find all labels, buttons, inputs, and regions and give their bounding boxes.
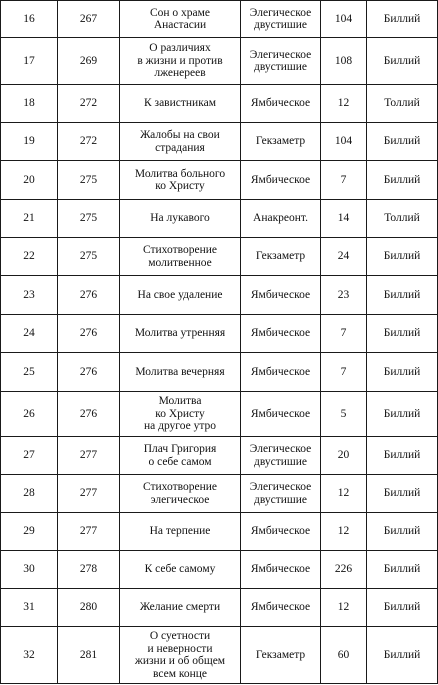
translator-cell: Биллий bbox=[367, 353, 438, 392]
meter-cell: Ямбическое bbox=[241, 589, 321, 627]
page-number-cell: 277 bbox=[58, 437, 120, 475]
row-number-cell: 25 bbox=[1, 353, 58, 392]
line-count-cell: 12 bbox=[321, 85, 367, 123]
page-number-cell: 276 bbox=[58, 353, 120, 392]
row-number-cell: 23 bbox=[1, 276, 58, 315]
poem-title-cell: К себе самому bbox=[120, 551, 241, 589]
page-number-cell: 275 bbox=[58, 238, 120, 276]
poem-title-cell: На терпение bbox=[120, 513, 241, 551]
translator-cell: Толлий bbox=[367, 85, 438, 123]
meter-cell: Гекзаметр bbox=[241, 238, 321, 276]
line-count-cell: 108 bbox=[321, 38, 367, 85]
poem-title-cell: К завистникам bbox=[120, 85, 241, 123]
page-number-cell: 277 bbox=[58, 513, 120, 551]
page-number-cell: 272 bbox=[58, 123, 120, 161]
page-number-cell: 269 bbox=[58, 38, 120, 85]
poem-title-cell: Молитва ко Христу на другое утро bbox=[120, 392, 241, 437]
line-count-cell: 104 bbox=[321, 123, 367, 161]
translator-cell: Биллий bbox=[367, 437, 438, 475]
poem-title-cell: Стихотворение молитвенное bbox=[120, 238, 241, 276]
meter-cell: Элегическое двустишие bbox=[241, 38, 321, 85]
poem-title-cell: О суетности и неверности жизни и об общем всем конце bbox=[120, 627, 241, 684]
row-number-cell: 30 bbox=[1, 551, 58, 589]
meter-cell: Гекзаметр bbox=[241, 123, 321, 161]
line-count-cell: 12 bbox=[321, 475, 367, 513]
poem-title-cell: Плач Григория о себе самом bbox=[120, 437, 241, 475]
line-count-cell: 14 bbox=[321, 200, 367, 238]
line-count-cell: 60 bbox=[321, 627, 367, 684]
translator-cell: Биллий bbox=[367, 161, 438, 200]
line-count-cell: 226 bbox=[321, 551, 367, 589]
meter-cell: Ямбическое bbox=[241, 513, 321, 551]
row-number-cell: 18 bbox=[1, 85, 58, 123]
meter-cell: Элегическое двустишие bbox=[241, 1, 321, 38]
table-row bbox=[1, 238, 438, 276]
poem-title-cell: На лукавого bbox=[120, 200, 241, 238]
line-count-cell: 7 bbox=[321, 353, 367, 392]
row-number-cell: 27 bbox=[1, 437, 58, 475]
meter-cell: Элегическое двустишие bbox=[241, 475, 321, 513]
page-number-cell: 276 bbox=[58, 276, 120, 315]
meter-cell: Ямбическое bbox=[241, 85, 321, 123]
translator-cell: Биллий bbox=[367, 315, 438, 353]
row-number-cell: 17 bbox=[1, 38, 58, 85]
translator-cell: Биллий bbox=[367, 589, 438, 627]
translator-cell: Биллий bbox=[367, 123, 438, 161]
page-number-cell: 276 bbox=[58, 315, 120, 353]
page-number-cell: 278 bbox=[58, 551, 120, 589]
table-row bbox=[1, 551, 438, 589]
page-number-cell: 276 bbox=[58, 392, 120, 437]
meter-cell: Ямбическое bbox=[241, 315, 321, 353]
translator-cell: Биллий bbox=[367, 475, 438, 513]
table-row bbox=[1, 475, 438, 513]
row-number-cell: 22 bbox=[1, 238, 58, 276]
line-count-cell: 7 bbox=[321, 315, 367, 353]
translator-cell: Биллий bbox=[367, 1, 438, 38]
row-number-cell: 29 bbox=[1, 513, 58, 551]
poem-title-cell: Жалобы на свои страдания bbox=[120, 123, 241, 161]
page-number-cell: 272 bbox=[58, 85, 120, 123]
table-row bbox=[1, 123, 438, 161]
row-number-cell: 24 bbox=[1, 315, 58, 353]
line-count-cell: 24 bbox=[321, 238, 367, 276]
poem-title-cell: О различиях в жизни и против лженереев bbox=[120, 38, 241, 85]
row-number-cell: 26 bbox=[1, 392, 58, 437]
translator-cell: Биллий bbox=[367, 276, 438, 315]
line-count-cell: 12 bbox=[321, 589, 367, 627]
page-number-cell: 281 bbox=[58, 627, 120, 684]
translator-cell: Биллий bbox=[367, 392, 438, 437]
poem-title-cell: На свое удаление bbox=[120, 276, 241, 315]
translator-cell: Биллий bbox=[367, 513, 438, 551]
line-count-cell: 104 bbox=[321, 1, 367, 38]
table-row bbox=[1, 38, 438, 85]
row-number-cell: 28 bbox=[1, 475, 58, 513]
table-row bbox=[1, 513, 438, 551]
table-row bbox=[1, 276, 438, 315]
table-row bbox=[1, 85, 438, 123]
table-row bbox=[1, 437, 438, 475]
row-number-cell: 19 bbox=[1, 123, 58, 161]
table-row bbox=[1, 315, 438, 353]
meter-cell: Элегическое двустишие bbox=[241, 437, 321, 475]
meter-cell: Ямбическое bbox=[241, 392, 321, 437]
poem-title-cell: Желание смерти bbox=[120, 589, 241, 627]
translator-cell: Биллий bbox=[367, 238, 438, 276]
table-row bbox=[1, 1, 438, 38]
row-number-cell: 21 bbox=[1, 200, 58, 238]
translator-cell: Биллий bbox=[367, 551, 438, 589]
table-row bbox=[1, 392, 438, 437]
meter-cell: Ямбическое bbox=[241, 161, 321, 200]
meter-cell: Ямбическое bbox=[241, 276, 321, 315]
line-count-cell: 7 bbox=[321, 161, 367, 200]
row-number-cell: 32 bbox=[1, 627, 58, 684]
table-row bbox=[1, 161, 438, 200]
meter-cell: Гекзаметр bbox=[241, 627, 321, 684]
row-number-cell: 31 bbox=[1, 589, 58, 627]
page-number-cell: 267 bbox=[58, 1, 120, 38]
line-count-cell: 5 bbox=[321, 392, 367, 437]
translator-cell: Биллий bbox=[367, 38, 438, 85]
poem-title-cell: Сон о храме Анастасии bbox=[120, 1, 241, 38]
line-count-cell: 20 bbox=[321, 437, 367, 475]
translator-cell: Толлий bbox=[367, 200, 438, 238]
table-row bbox=[1, 589, 438, 627]
page-number-cell: 280 bbox=[58, 589, 120, 627]
meter-cell: Ямбическое bbox=[241, 551, 321, 589]
page-number-cell: 275 bbox=[58, 200, 120, 238]
page-number-cell: 277 bbox=[58, 475, 120, 513]
poems-table-body bbox=[1, 1, 438, 684]
line-count-cell: 23 bbox=[321, 276, 367, 315]
poem-title-cell: Молитва утренняя bbox=[120, 315, 241, 353]
meter-cell: Ямбическое bbox=[241, 353, 321, 392]
row-number-cell: 16 bbox=[1, 1, 58, 38]
table-row bbox=[1, 200, 438, 238]
poem-title-cell: Молитва больного ко Христу bbox=[120, 161, 241, 200]
line-count-cell: 12 bbox=[321, 513, 367, 551]
row-number-cell: 20 bbox=[1, 161, 58, 200]
table-row bbox=[1, 353, 438, 392]
translator-cell: Биллий bbox=[367, 627, 438, 684]
poem-title-cell: Стихотворение элегическое bbox=[120, 475, 241, 513]
table-row bbox=[1, 627, 438, 684]
meter-cell: Анакреонт. bbox=[241, 200, 321, 238]
poem-title-cell: Молитва вечерняя bbox=[120, 353, 241, 392]
page-number-cell: 275 bbox=[58, 161, 120, 200]
